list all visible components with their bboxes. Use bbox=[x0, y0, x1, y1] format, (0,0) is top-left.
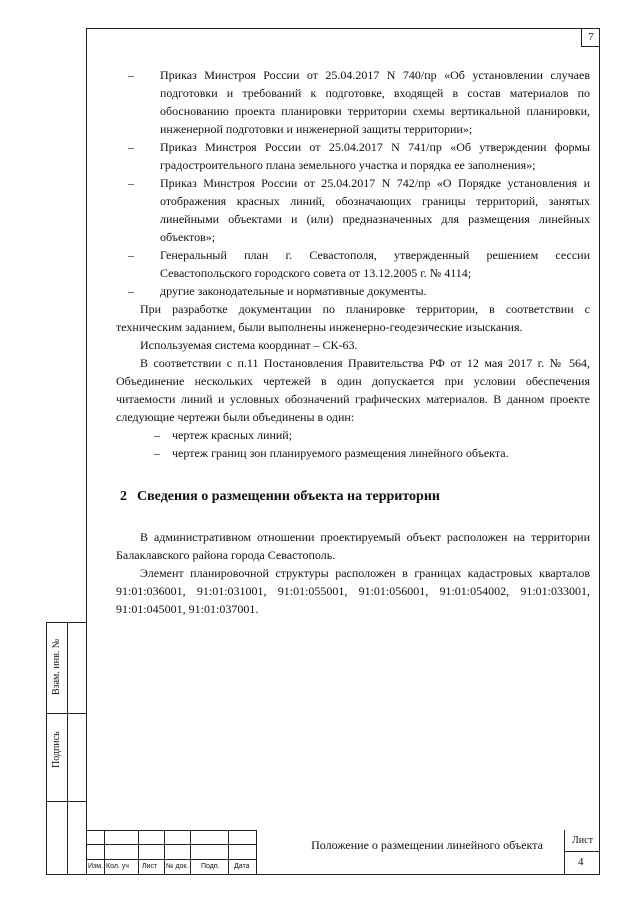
sheet-number: 4 bbox=[578, 856, 584, 868]
paragraph: В административном отношении проектируемый объект расположен на территории Балаклавского района города Севастополь. bbox=[116, 530, 590, 562]
page-number: 7 bbox=[581, 28, 600, 47]
paragraph: Элемент планировочной структуры расположен в границах кадастровых кварталов 91:01:036001, 91:01:031001, 91:01:055001, 91:01:056001, 91:01:054002, 91:01:033001, 91:01:045001, 91:01:037001. bbox=[116, 566, 590, 616]
title-block-title: Положение о размещении линейного объекта bbox=[311, 838, 543, 852]
document-body bbox=[116, 66, 590, 618]
title-block bbox=[86, 830, 600, 875]
section-heading: 2 Сведения о размещении объекта на территории bbox=[120, 489, 440, 504]
podpis-label: Подпись bbox=[51, 731, 62, 768]
col-kol-uch: Кол. уч bbox=[106, 863, 129, 870]
col-podp: Подп. bbox=[201, 863, 220, 870]
list-item: – Приказ Минстроя России от 25.04.2017 N 741/пр «Об утверждении формы градостроительного плана земельного участка и порядка ее заполнения»; bbox=[128, 140, 590, 172]
col-list: Лист bbox=[142, 863, 158, 870]
list-item: – Приказ Минстроя России от 25.04.2017 N 742/пр «О Порядке установления и отображения красных линий, обозначающих границы территорий, занятых линейными объектами и (или) предназначенных для размещения линейных объектов»; bbox=[128, 176, 590, 244]
list-item: – чертеж красных линий; bbox=[154, 428, 293, 442]
paragraph: Используемая система координат – СК-63. bbox=[140, 338, 358, 352]
vzam-inv-label: Взам. инв. № bbox=[51, 638, 62, 695]
sheet-label: Лист bbox=[572, 835, 593, 846]
col-izm: Изм. bbox=[88, 863, 103, 870]
col-doc: № док. bbox=[166, 863, 189, 870]
col-data: Дата bbox=[234, 863, 250, 870]
list-item: – другие законодательные и нормативные документы. bbox=[128, 284, 427, 298]
list-item: – Приказ Минстроя России от 25.04.2017 N 740/пр «Об установлении случаев подготовки и требований к подготовке, входящей в состав материалов по обоснованию проекта планировки территории схемы вертикальной планировки, инженерной подготовки и инженерной защиты территории»; bbox=[128, 68, 590, 136]
list-item: – чертеж границ зон планируемого размещения линейного объекта. bbox=[154, 446, 509, 460]
paragraph: В соответствии с п.11 Постановления Правительства РФ от 12 мая 2017 г. № 564, Объединение нескольких чертежей в один допускается при условии обеспечения читаемости линий и условных обозначений графических материалов. В данном проекте следующие чертежи были объединены в один: bbox=[116, 356, 590, 424]
list-item: – Генеральный план г. Севастополя, утвержденный решением сессии Севастопольского городского совета от 13.12.2005 г. № 4114; bbox=[128, 248, 590, 280]
paragraph: При разработке документации по планировке территории, в соответствии с техническим заданием, были выполнены инженерно-геодезические изыскания. bbox=[116, 302, 590, 334]
